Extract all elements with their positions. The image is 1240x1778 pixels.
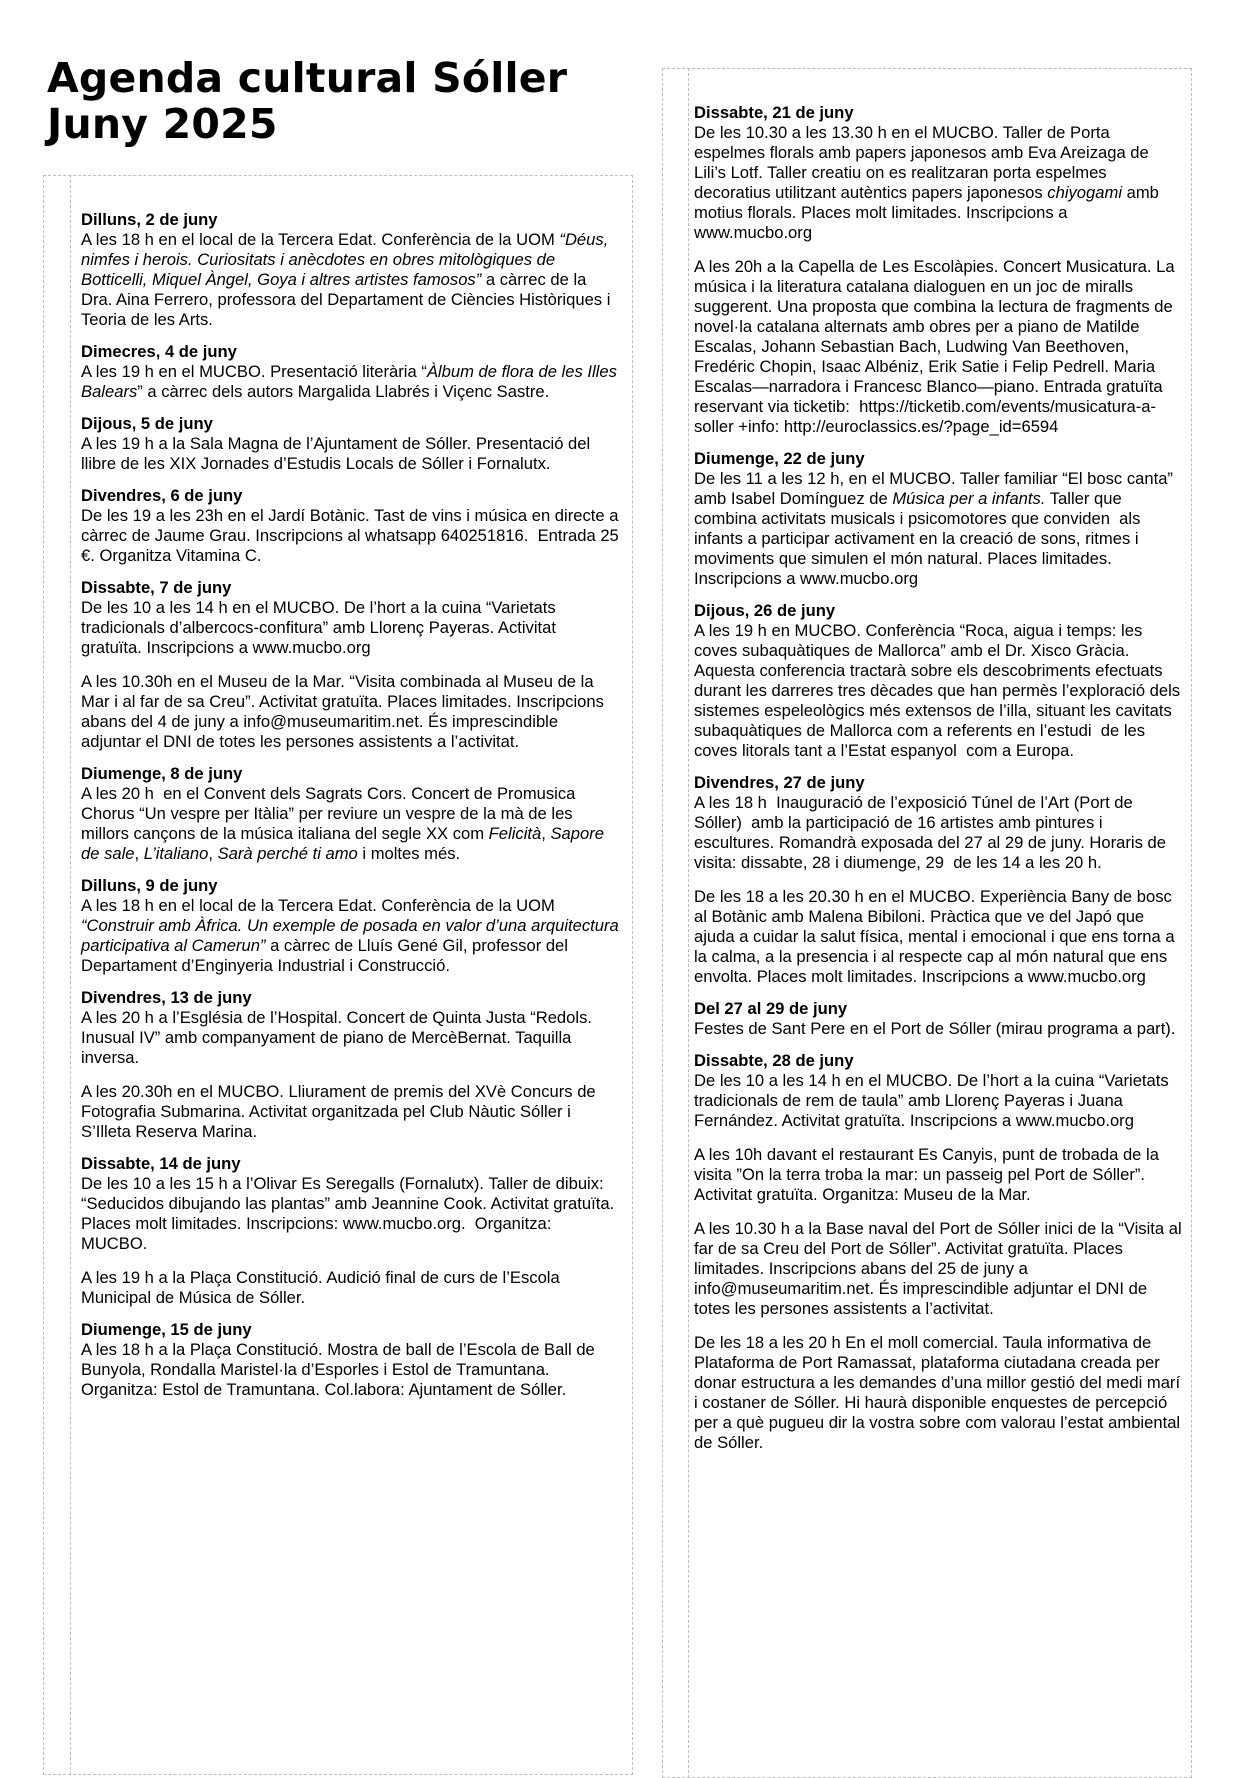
event-description: [694, 469, 1184, 589]
event-description: [81, 1268, 621, 1308]
event-description: [694, 1219, 1187, 1319]
day-date: Dilluns, 2 de juny: [81, 210, 218, 229]
event-text: A les 10.30h en el Museu de la Mar. “Visita combinada al Museu de la Mar i al far de sa Creu”. Activitat gratuïta. Places limitades. Inscripcions abans del 4 de juny a info@museumaritim.net. És imprescindible adjuntar el DNI de totes les persones assistents a l’activitat.: [81, 672, 609, 751]
event-text: De les 10 a les 14 h en el MUCBO. De l’hort a la cuina “Varietats tradicionals de rem de taula” amb Llorenç Payeras i Juana Fernández. Activitat gratuïta. Inscripcions a www.mucbo.org: [694, 1071, 1174, 1130]
day-date: Dijous, 26 de juny: [694, 601, 836, 620]
day-date: Dissabte, 21 de juny: [694, 103, 854, 122]
day-date: Divendres, 27 de juny: [694, 773, 865, 792]
event-text-italic: “Déus, nimfes i herois. Curiositats i anècdotes en obres mitològiques de Botticelli, Miquel Àngel, Goya i altres artistes famosos”: [81, 230, 613, 289]
event-text: A les 19 h en MUCBO. Conferència “Roca, aigua i temps: les coves subaquàtiques de Mallorca” amb el Dr. Xisco Gràcia. Aquesta conferencia tractarà sobre els descobriments efectuats durant les darreres tres dècades que han permès l’exploració dels sistemes espeleològics més extensos de l’illa, situant les cavitats subaquàtiques de Mallorca com a referents en l’estudi de les coves litorals tant a l’Estat espanyol com a Europa.: [694, 621, 1185, 760]
day-date: Del 27 al 29 de juny: [694, 999, 848, 1018]
event-text: A les 18 h a la Plaça Constitució. Mostra de ball de l’Escola de Ball de Bunyola, Rondalla Maristel·la d’Esporles i Estol de Tramuntana. Organitza: Estol de Tramuntana. Col.labora: Ajuntament de Sóller.: [81, 1340, 600, 1399]
event-text: Festes de Sant Pere en el Port de Sóller (mirau programa a part).: [694, 1019, 1176, 1038]
event-text: ,: [134, 844, 144, 863]
agenda-day: [81, 578, 621, 752]
day-date: Diumenge, 22 de juny: [694, 449, 865, 468]
event-text-italic: Felicità: [488, 824, 542, 843]
day-date: Divendres, 13 de juny: [81, 988, 252, 1007]
day-date: Dissabte, 28 de juny: [694, 1051, 854, 1070]
event-description: [694, 1145, 1184, 1205]
event-description: [81, 1340, 621, 1400]
title-line-1: Agenda cultural Sóller: [47, 54, 568, 102]
event-text: i moltes més.: [357, 844, 461, 863]
event-description: [81, 672, 621, 752]
agenda-day: [694, 103, 1184, 437]
agenda-day: [81, 764, 621, 864]
event-description: [81, 784, 621, 864]
agenda-day: [694, 449, 1184, 589]
event-description: [694, 257, 1184, 437]
agenda-day: [81, 1154, 621, 1308]
event-text-italic: “Construir amb Àfrica. Un exemple de posada en valor d’una arquitectura participativa al Camerun”: [81, 916, 624, 955]
event-text: A les 19 h a la Plaça Constitució. Audició final de curs de l’Escola Municipal de Música de Sóller.: [81, 1268, 565, 1307]
event-text: De les 10 a les 14 h en el MUCBO. De l’hort a la cuina “Varietats tradicionals d’albercocs-confitura” amb Llorenç Payeras. Activitat gratuïta. Inscripcions a www.mucbo.org: [81, 598, 561, 657]
event-description: [694, 793, 1184, 873]
event-text: De les 10 a les 15 h a l’Olivar Es Seregalls (Fornalutx). Taller de dibuix: “Seducidos dibujando las plantas” amb Jeannine Cook. Activitat gratuïta. Places molt limitades. Inscripcions: www.mucbo.org. Organitza: MUCBO.: [81, 1174, 619, 1253]
event-description: [694, 1333, 1184, 1453]
event-text: A les 19 h a la Sala Magna de l’Ajuntament de Sóller. Presentació del llibre de les XIX Jornades d’Estudis Locals de Sóller i Fornalutx.: [81, 434, 595, 473]
event-description: [81, 1082, 621, 1142]
event-text: A les 10.30 h a la Base naval del Port de Sóller inici de la “Visita al far de sa Creu del Port de Sóller”. Activitat gratuïta. Places limitades. Inscripcions abans del 25 de juny a info@museumaritim.net. És imprescindible adjuntar el DNI de totes les persones assistents a l’activitat.: [694, 1219, 1187, 1318]
event-description: [694, 621, 1184, 761]
event-text: a càrrec de la Dra. Aina Ferrero, professora del Departament de Ciències Històriques i Teoria de les Arts.: [81, 270, 615, 329]
event-text: A les 18 h Inauguració de l’exposició Túnel de l’Art (Port de Sóller) amb la participació de 16 artistes amb pintures i escultures. Romandrà exposada del 27 al 29 de juny. Horaris de visita: dissabte, 28 i diumenge, 29 de les 14 a les 20 h.: [694, 793, 1171, 872]
event-description: [694, 1071, 1184, 1131]
day-date: Diumenge, 8 de juny: [81, 764, 243, 783]
agenda-day: [694, 999, 1184, 1039]
event-description: [81, 230, 621, 330]
event-description: [81, 362, 621, 402]
agenda-day: [81, 414, 621, 474]
event-text: A les 18 h en el local de la Tercera Edat. Conferència de la UOM: [81, 896, 560, 915]
event-description: [81, 434, 621, 474]
day-date: Dijous, 5 de juny: [81, 414, 213, 433]
agenda-day: [81, 988, 621, 1142]
event-text: ” a càrrec dels autors Margalida Llabrés i Viçenc Sastre.: [137, 382, 550, 401]
event-text: De les 18 a les 20 h En el moll comercial. Taula informativa de Plataforma de Port Ramassat, plataforma ciutadana creada per donar estructura a les demandes d’una millor gestió del medi marí i costaner de Sóller. Hi haurà disponible enquestes de percepció per a què pugueu dir la vostra sobre com valorau l’estat ambiental de Sóller.: [694, 1333, 1185, 1452]
day-date: Dissabte, 7 de juny: [81, 578, 232, 597]
event-text: De les 11 a les 12 h, en el MUCBO. Taller familiar “El bosc canta” amb Isabel Domínguez de: [694, 469, 1178, 508]
event-text-italic: Àlbum de flora de les Illes Balears: [81, 362, 622, 401]
event-text: A les 20.30h en el MUCBO. Lliurament de premis del XVè Concurs de Fotografia Submarina. Activitat organitzada pel Club Nàutic Sóller i S’Illeta Reserva Marina.: [81, 1082, 601, 1141]
agenda-day: [81, 342, 621, 402]
event-text: amb motius florals. Places molt limitades. Inscripcions a www.mucbo.org: [694, 183, 1164, 242]
event-text: A les 20h a la Capella de Les Escolàpies. Concert Musicatura. La música i la literatura catalana dialoguen en un joc de miralls suggerent. Una proposta que combina la lectura de fragments de novel·la catalana alternats amb obres per a piano de Matilde Escalas, Johann Sebastian Bach, Ludwing Van Beethoven, Fredéric Chopin, Isaac Albéniz, Erik Satie i Felip Pedrell. Maria Escalas—narradora i Francesc Blanco—piano. Entrada gratuïta reservant via ticketib: https://ticketib.com/events/musicatura-a-soller +info: http://euroclassics.es/?page_id=6594: [694, 257, 1180, 436]
event-text: A les 19 h en el MUCBO. Presentació literària “: [81, 362, 427, 381]
event-text: A les 20 h en el Convent dels Sagrats Cors. Concert de Promusica Chorus “Un vespre per Itàlia” per reviure un vespre de la mà de les millors cançons de la música italiana del segle XX com: [81, 784, 581, 843]
agenda-day: [81, 210, 621, 330]
day-date: Divendres, 6 de juny: [81, 486, 243, 505]
event-description: [81, 1174, 621, 1254]
agenda-day: [81, 486, 624, 566]
agenda-day: [694, 1051, 1187, 1453]
event-description: [81, 506, 624, 566]
event-description: [694, 887, 1184, 987]
event-text: a càrrec de Lluís Gené Gil, professor del Departament d’Enginyeria Industrial i Construcció.: [81, 936, 573, 975]
event-text: A les 10h davant el restaurant Es Canyis, punt de trobada de la visita ”On la terra troba la mar: un passeig pel Port de Sóller”. Activitat gratuïta. Organitza: Museu de la Mar.: [694, 1145, 1164, 1204]
event-text-italic: chiyogami: [1047, 183, 1123, 202]
event-description: [81, 598, 621, 658]
event-text: A les 20 h a l’Església de l’Hospital. Concert de Quinta Justa “Redols. Inusual IV” amb companyament de piano de MercèBernat. Taquilla inversa.: [81, 1008, 597, 1067]
event-text-italic: Música per a infants.: [892, 489, 1046, 508]
event-description: [81, 896, 624, 976]
event-description: [694, 1019, 1184, 1039]
day-date: Dilluns, 9 de juny: [81, 876, 218, 895]
day-date: Dimecres, 4 de juny: [81, 342, 237, 361]
event-text: A les 18 h en el local de la Tercera Edat. Conferència de la UOM: [81, 230, 560, 249]
event-text: ,: [208, 844, 218, 863]
agenda-day: [81, 1320, 621, 1400]
page-title: [47, 55, 567, 147]
event-text-italic: Sapore de sale: [81, 824, 609, 863]
event-description: [694, 123, 1184, 243]
event-text: De les 19 a les 23h en el Jardí Botànic. Tast de vins i música en directe a càrrec de Jaume Grau. Inscripcions al whatsapp 640251816. Entrada 25 €. Organitza Vitamina C.: [81, 506, 624, 565]
event-text: De les 10.30 a les 13.30 h en el MUCBO. Taller de Porta espelmes florals amb papers japonesos amb Eva Areizaga de Lili’s Lotf. Taller creatiu on es realitzaran porta espelmes decoratius utilitzant autèntics papers japonesos: [694, 123, 1154, 202]
right-column: [694, 103, 1187, 1465]
agenda-day: [81, 876, 624, 976]
agenda-day: [694, 601, 1184, 761]
event-text: De les 18 a les 20.30 h en el MUCBO. Experiència Bany de bosc al Botànic amb Malena Bibiloni. Pràctica que ve del Japó que ajuda a cuidar la salut física, mental i emocional i que ens torna a la calma, a la presencia i al respecte cap al món natural que ens envolta. Places molt limitades. Inscripcions a www.mucbo.org: [694, 887, 1180, 986]
title-line-2: Juny 2025: [47, 100, 278, 148]
day-date: Diumenge, 15 de juny: [81, 1320, 252, 1339]
day-date: Dissabte, 14 de juny: [81, 1154, 241, 1173]
event-description: [81, 1008, 621, 1068]
agenda-day: [694, 773, 1184, 987]
event-text-italic: Sarà perché ti amo: [217, 844, 358, 863]
event-text-italic: L’italiano: [143, 844, 209, 863]
event-text: ,: [541, 824, 551, 843]
left-column: [81, 210, 624, 1412]
event-text: Taller que combina activitats musicals i psicomotores que conviden als infants a participar activament en la creació de sons, ritmes i moviments que simulen el món natural. Places limitades. Inscripcions a www.mucbo.org: [694, 489, 1146, 588]
